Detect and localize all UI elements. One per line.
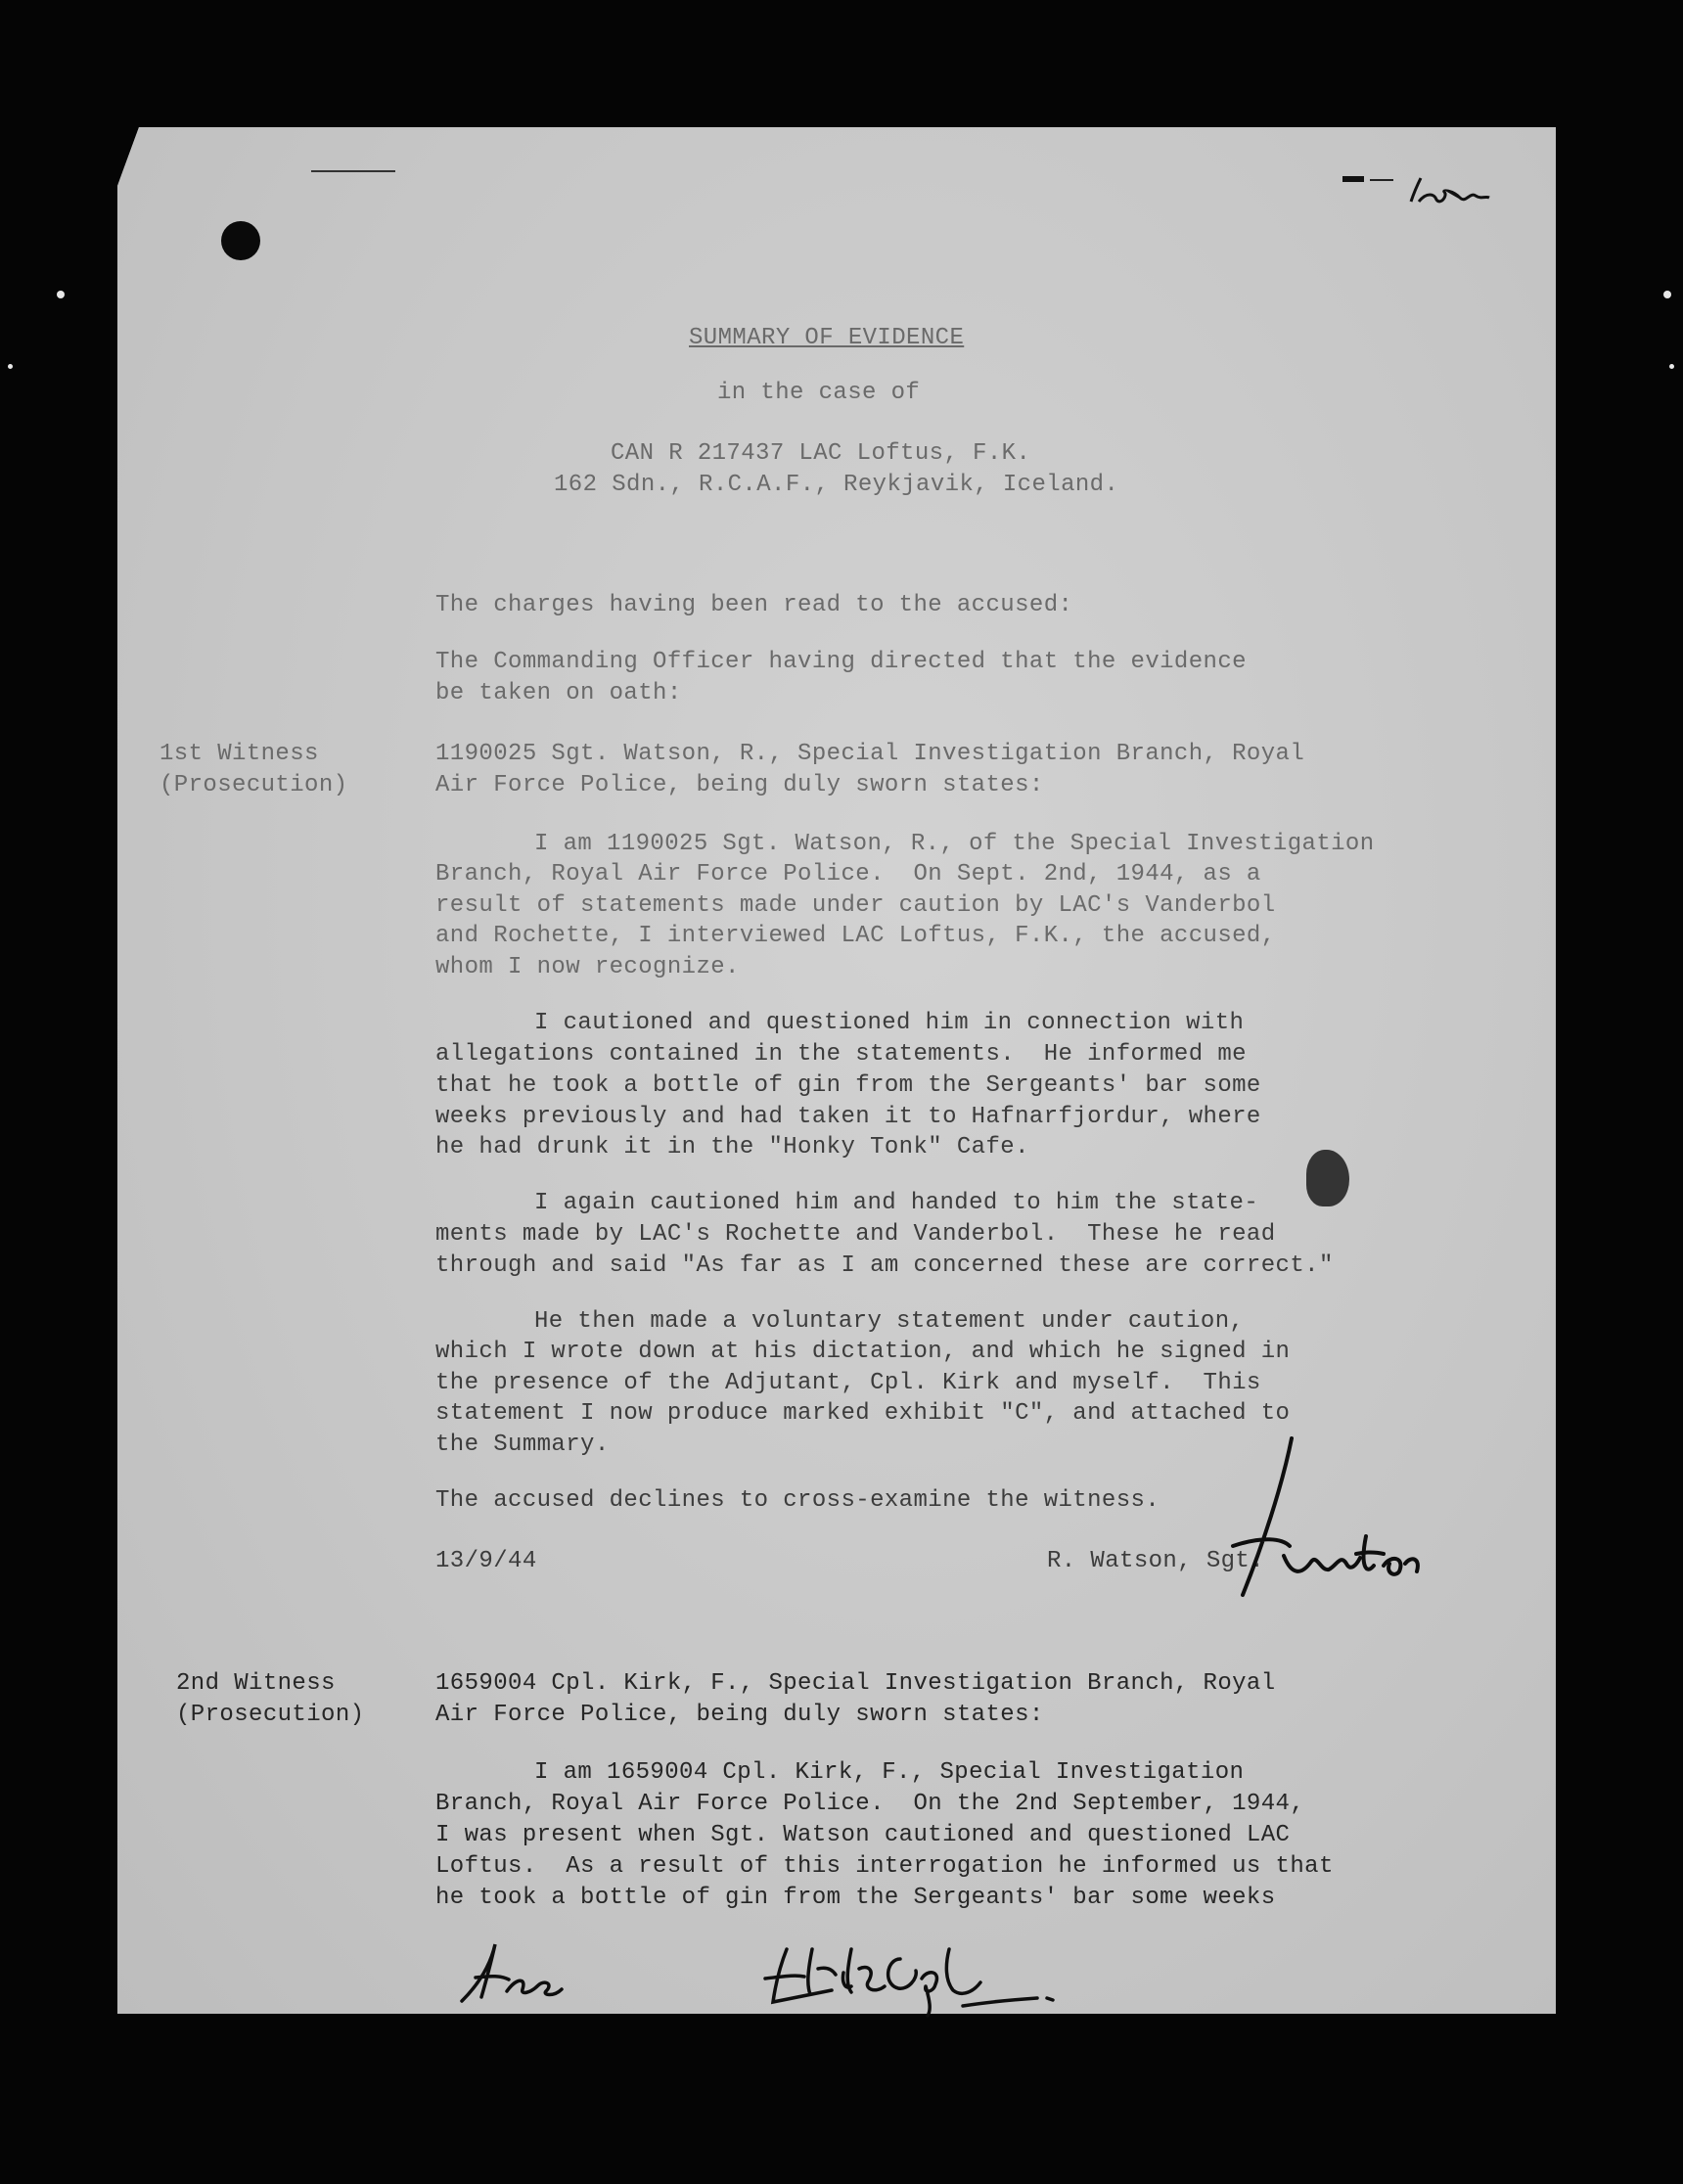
witness1-para1-line: Branch, Royal Air Force Police. On Sept. 2nd, 1944, as a (435, 861, 1261, 887)
witness2-intro: Air Force Police, being duly sworn states: (435, 1702, 1044, 1728)
scan-speck (8, 364, 13, 369)
page-number-mark (1405, 172, 1493, 215)
case-intro: in the case of (717, 380, 921, 406)
pencil-mark (1370, 179, 1393, 181)
witness1-label-role: (Prosecution) (159, 772, 348, 798)
witness1-para4-line: which I wrote down at his dictation, and which he signed in (435, 1339, 1291, 1365)
witness2-intro: 1659004 Cpl. Kirk, F., Special Investigation Branch, Royal (435, 1670, 1276, 1697)
witness1-label: 1st Witness (159, 741, 319, 767)
witness2-para1-line: he took a bottle of gin from the Sergeants' bar some weeks (435, 1885, 1276, 1911)
witness2-label-role: (Prosecution) (176, 1702, 365, 1728)
witness1-para2-line: weeks previously and had taken it to Hafnarfjordur, where (435, 1104, 1261, 1130)
witness2-para1-line: I am 1659004 Cpl. Kirk, F., Special Investigation (534, 1759, 1245, 1786)
preamble-line: The Commanding Officer having directed that the evidence (435, 649, 1247, 675)
witness1-para1-line: and Rochette, I interviewed LAC Loftus, F.K., the accused, (435, 923, 1276, 949)
pencil-mark (311, 170, 395, 172)
scan-speck (1663, 291, 1671, 298)
witness1-para3-line: through and said "As far as I am concerned these are correct." (435, 1252, 1334, 1279)
accused-line-2: 162 Sdn., R.C.A.F., Reykjavik, Iceland. (554, 472, 1119, 498)
ink-blot (1306, 1150, 1349, 1206)
witness2-para1-line: Loftus. As a result of this interrogation he informed us that (435, 1853, 1334, 1880)
witness1-para1-line: whom I now recognize. (435, 954, 740, 980)
kirk-signature (753, 1930, 1086, 2018)
document-title: SUMMARY OF EVIDENCE (689, 325, 965, 351)
witness1-para2-line: that he took a bottle of gin from the Sergeants' bar some (435, 1072, 1261, 1099)
witness1-para3-line: ments made by LAC's Rochette and Vanderbol. These he read (435, 1221, 1276, 1248)
preamble-line: The charges having been read to the accused: (435, 592, 1073, 618)
initials-signature (452, 1933, 569, 2011)
witness1-intro: Air Force Police, being duly sworn states: (435, 772, 1044, 798)
witness1-declines: The accused declines to cross-examine the witness. (435, 1487, 1160, 1514)
witness1-date: 13/9/44 (435, 1548, 537, 1574)
witness1-para1-line: result of statements made under caution by LAC's Vanderbol (435, 892, 1276, 919)
witness1-para4-line: the Summary. (435, 1432, 610, 1458)
preamble-line: be taken on oath: (435, 680, 682, 706)
witness1-para4-line: statement I now produce marked exhibit "C", and attached to (435, 1400, 1291, 1427)
pencil-mark (1342, 176, 1364, 182)
witness1-para1-line: I am 1190025 Sgt. Watson, R., of the Special Investigation (534, 831, 1375, 857)
witness1-para2-line: I cautioned and questioned him in connection with (534, 1010, 1245, 1036)
witness1-para4-line: the presence of the Adjutant, Cpl. Kirk and myself. This (435, 1370, 1261, 1396)
witness1-para4-line: He then made a voluntary statement under caution, (534, 1308, 1245, 1335)
witness1-intro: 1190025 Sgt. Watson, R., Special Investigation Branch, Royal (435, 741, 1305, 767)
witness1-para2-line: allegations contained in the statements. He informed me (435, 1041, 1247, 1068)
witness2-para1-line: Branch, Royal Air Force Police. On the 2nd September, 1944, (435, 1791, 1305, 1817)
witness2-label: 2nd Witness (176, 1670, 336, 1697)
scan-speck (1669, 364, 1674, 369)
witness1-para2-line: he had drunk it in the "Honky Tonk" Cafe. (435, 1134, 1029, 1160)
witness1-signature-typed: R. Watson, Sgt. (1047, 1548, 1265, 1574)
accused-line-1: CAN R 217437 LAC Loftus, F.K. (611, 440, 1031, 467)
witness1-para3-line: I again cautioned him and handed to him the state- (534, 1190, 1259, 1216)
witness2-para1-line: I was present when Sgt. Watson cautioned and questioned LAC (435, 1822, 1291, 1848)
punch-hole (221, 221, 260, 260)
watson-signature (1174, 1429, 1429, 1605)
scan-speck (57, 291, 65, 298)
